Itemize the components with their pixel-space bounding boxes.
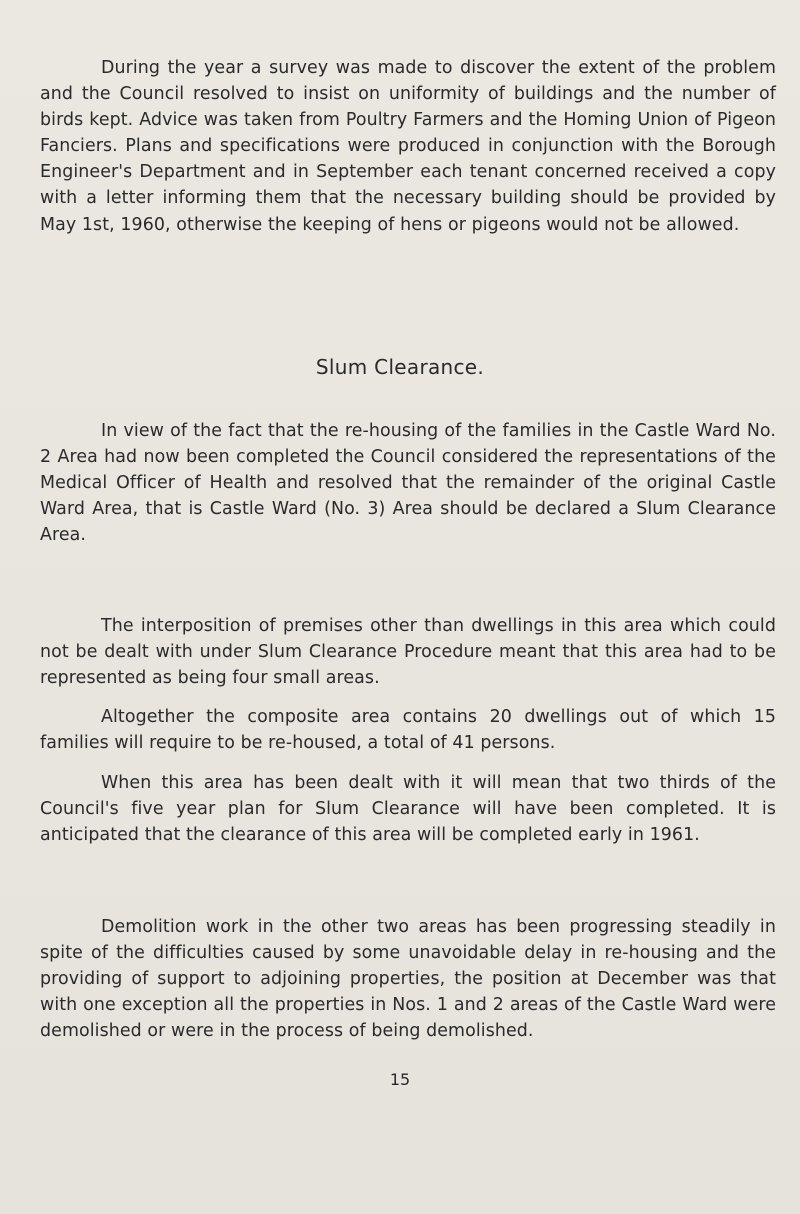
paragraph-composite-area bbox=[40, 704, 776, 756]
paragraph-interposition bbox=[40, 613, 776, 691]
paragraph-demolition-work bbox=[40, 914, 776, 1044]
paragraph-text: Altogether the composite area contains 20 dwellings out of which 15 families will require to be re-housed, a total of 41 persons. bbox=[40, 707, 776, 754]
paragraph-text: During the year a survey was made to discover the extent of the problem and the Council resolved to insist on uniformity of buildings and the number of birds kept. Advice was taken from Poultry Farmers and the Homing Union of Pigeon Fanciers. Plans and specifications were produced in conjunction with the Borough Engineer's Department and in September each tenant concerned received a copy with a letter informing them that the necessary building should be provided by May 1st, 1960, otherwise the keeping of hens or pigeons would not be allowed. bbox=[40, 58, 776, 235]
paragraph-text: When this area has been dealt with it will mean that two thirds of the Council's five year plan for Slum Clearance will have been completed. It is anticipated that the clearance of this area will be completed early in 1961. bbox=[40, 773, 776, 846]
paragraph-castle-ward-declaration bbox=[40, 418, 776, 548]
paragraph-text: The interposition of premises other than dwellings in this area which could not be dealt with under Slum Clearance Procedure meant that this area had to be represented as being four small areas. bbox=[40, 616, 776, 689]
paragraph-text: In view of the fact that the re-housing of the families in the Castle Ward No. 2 Area had now been completed the Council considered the representations of the Medical Officer of Health and resolved that the remainder of the original Castle Ward Area, that is Castle Ward (No. 3) Area should be declared a Slum Clearance Area. bbox=[40, 421, 776, 546]
section-heading-slum-clearance: Slum Clearance. bbox=[315, 355, 485, 379]
page-number: 15 bbox=[389, 1070, 411, 1089]
paragraph-five-year-plan bbox=[40, 770, 776, 848]
paragraph-poultry-pigeons bbox=[40, 55, 776, 238]
paragraph-text: Demolition work in the other two areas has been progressing steadily in spite of the difficulties caused by some unavoidable delay in re-housing and the providing of support to adjoining properties, the position at December was that with one exception all the properties in Nos. 1 and 2 areas of the Castle Ward were demolished or were in the process of being demolished. bbox=[40, 917, 776, 1042]
